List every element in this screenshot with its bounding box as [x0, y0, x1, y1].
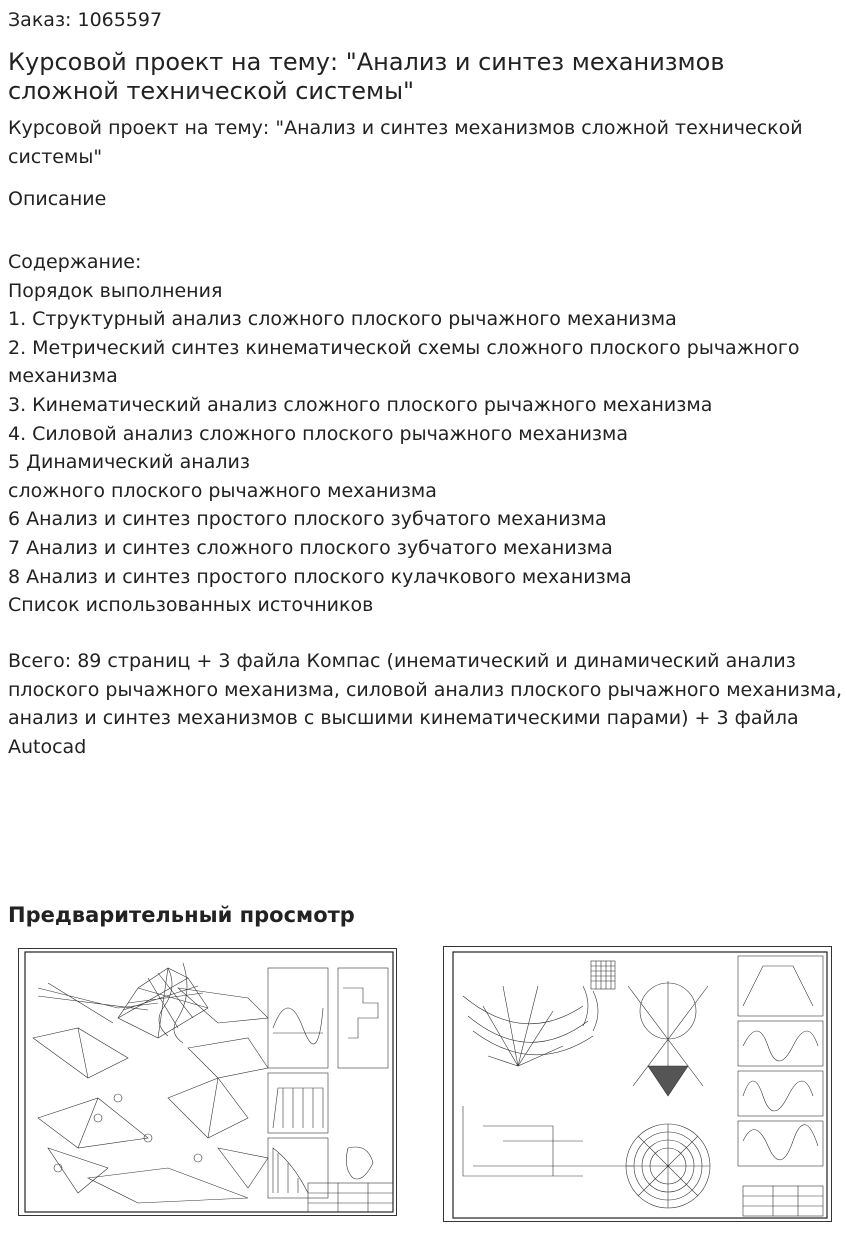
contents-heading: Содержание:: [8, 251, 142, 273]
contents-item: 5 Динамический анализ: [8, 451, 250, 474]
contents-block: [8, 248, 843, 620]
contents-item: 2. Метрический синтез кинематической схемы сложного плоского рычажного механизма: [8, 336, 800, 388]
subtitle: Курсовой проект на тему: "Анализ и синтез механизмов сложной технической системы": [8, 117, 803, 168]
page-title: Курсовой проект на тему: "Анализ и синтез механизмов сложной технической системы": [8, 48, 725, 105]
technical-drawing-sheet-2-icon: [443, 946, 832, 1222]
technical-drawing-sheet-1-icon: [18, 948, 397, 1216]
contents-item: 3. Кинематический анализ сложного плоского рычажного механизма: [8, 393, 713, 416]
contents-item: 1. Структурный анализ сложного плоского рычажного механизма: [8, 308, 677, 331]
contents-item: сложного плоского рычажного механизма: [8, 479, 437, 502]
contents-item: 8 Анализ и синтез простого плоского кулачкового механизма: [8, 565, 632, 588]
contents-item: Порядок выполнения: [8, 279, 223, 302]
order-number: Заказ: 1065597: [8, 9, 163, 31]
total-summary: Всего: 89 страниц + 3 файла Компас (инематический и динамический анализ плоского рычажного механизма, силовой анализ плоского рычажного механизма, анализ и синтез механизмов с высшими кинематическими парами) + 3 файла Autocad: [8, 650, 843, 758]
contents-item: 7 Анализ и синтез сложного плоского зубчатого механизма: [8, 536, 613, 559]
preview-heading: Предварительный просмотр: [8, 903, 355, 927]
preview-thumbnail-2[interactable]: [443, 946, 832, 1222]
description-heading: Описание: [8, 188, 107, 210]
contents-item: 4. Силовой анализ сложного плоского рычажного механизма: [8, 422, 629, 445]
contents-item: 6 Анализ и синтез простого плоского зубчатого механизма: [8, 508, 607, 531]
preview-thumbnail-1[interactable]: [18, 948, 397, 1216]
contents-item: Список использованных источников: [8, 594, 374, 617]
